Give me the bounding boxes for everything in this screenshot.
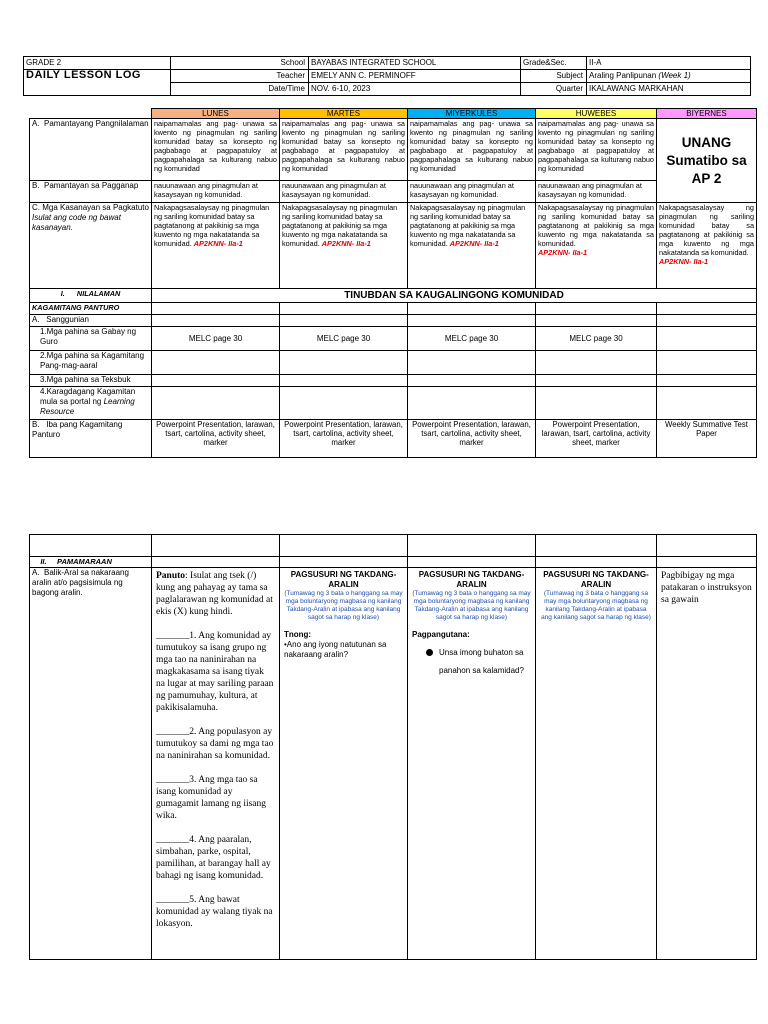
subject-week: (Week 1): [658, 71, 691, 80]
pagganap-huwebes: nauunawaan ang pinagmulan at kasaysayan ng komunidad.: [536, 181, 657, 203]
kasanayan-martes: Nakapagsasalaysay ng pinagmulan ng sariling komunidad batay sa pagtatanong at pakikinig sa mga kuwento ng mga nakatatanda sa komunidad. AP2KNN- IIa-1: [280, 203, 408, 289]
teacher-value: EMELY ANN C. PERMINOFF: [309, 70, 521, 83]
balik-aral-miyerkules: [408, 568, 536, 960]
document-title: DAILY LESSON LOG: [26, 69, 141, 81]
melc-martes: MELC page 30: [280, 327, 408, 351]
karagdagang-row: [30, 387, 757, 420]
teksbuk-row: [30, 375, 757, 387]
day-miyerkules: MIYERKULES: [408, 109, 536, 119]
kasanayan-miyerkules: Nakapagsasalaysay ng pinagmulan ng sariling komunidad batay sa pagtatanong at pakikinig sa mga kuwento ng mga nakatatanda sa komunidad. AP2KNN- IIa-1: [408, 203, 536, 289]
karagdagang-label: 4.Karagdagang Kagamitan mula sa portal ng Learning Resource: [30, 387, 152, 420]
iba-label: B. Iba pang Kagamitang Panturo: [30, 420, 152, 458]
kasanayan-sub: Isulat ang code ng bawat kasanayan.: [32, 213, 121, 232]
quiz-item-2: _______2. Ang populasyon ay tumutukoy sa dami ng mga tao na naninirahan sa komunidad.: [156, 727, 274, 761]
competency-code: AP2KNN- IIa-1: [449, 239, 499, 248]
pagganap-martes: nauunawaan ang pinagmulan at kasaysayan ng komunidad.: [280, 181, 408, 203]
day-lunes: LUNES: [152, 109, 280, 119]
date-value: NOV. 6-10, 2023: [309, 83, 521, 96]
kasanayan-row: [30, 203, 757, 289]
pagganap-lunes: nauunawaan ang pinagmulan at kasaysayan ng komunidad.: [152, 181, 280, 203]
melc-lunes: MELC page 30: [152, 327, 280, 351]
iba-miyerkules: Powerpoint Presentation, larawan, tsart, cartolina, activity sheet, marker: [408, 420, 536, 458]
competency-code: AP2KNN- IIa-1: [659, 257, 709, 266]
date-label: Date/Time: [171, 83, 309, 96]
pamamaraan-table: [29, 534, 757, 960]
pagsusuri-title: PAGSUSURI NG TAKDANG-ARALIN: [290, 570, 397, 589]
pamamaraan-label: II. PAMAMARAAN: [30, 557, 152, 568]
quarter-value: IKALAWANG MARKAHAN: [587, 83, 751, 96]
kasanayan-label: C. Mga Kasanayan sa Pagkatuto Isulat ang code ng bawat kasanayan.: [30, 203, 152, 289]
pangmag-label: 2.Mga pahina sa Kagamitang Pang-mag-aaral: [30, 351, 152, 375]
pagganap-miyerkules: nauunawaan ang pinagmulan at kasaysayan ng komunidad.: [408, 181, 536, 203]
teksbuk-label: 3.Mga pahina sa Teksbuk: [30, 375, 152, 387]
day-martes: MARTES: [280, 109, 408, 119]
tanong-text: •Ano ang iyong natutunan sa nakaraang aralin?: [284, 640, 387, 659]
panuto: Panuto: Isulat ang tsek (/) kung ang pahayag ay tama sa paglalarawan ng komunidad at ekis (X) kung hindi.: [156, 571, 273, 617]
day-biyernes: BIYERNES: [657, 109, 757, 119]
subject-cell: [587, 70, 751, 83]
pamamaraan-row: [30, 557, 757, 568]
nilalaman-text: TINUBDAN SA KAUGALINGONG KOMUNIDAD: [152, 289, 757, 303]
iba-lunes: Powerpoint Presentation, larawan, tsart, cartolina, activity sheet, marker: [152, 420, 280, 458]
lesson-table: [29, 108, 757, 458]
day-header-row: [30, 109, 757, 119]
kasanayan-huwebes: Nakapagsasalaysay ng pinagmulan ng sariling komunidad batay sa pagtatanong at pakikinig sa mga kuwento ng mga nakatatanda sa komunidad. AP2KNN- IIa-1: [536, 203, 657, 289]
pagsusuri-title: PAGSUSURI NG TAKDANG-ARALIN: [543, 570, 649, 589]
competency-code: AP2KNN- IIa-1: [321, 239, 371, 248]
grade-sec-value: II-A: [587, 57, 751, 70]
pamantayang-lunes: naipamamalas ang pag- unawa sa kwento ng pinagmulan ng sariling komunidad batay sa konsepto ng pagbabago at pagpapatuloy at pagpapahalaga sa kulturang nabuo ng komunidad: [152, 119, 280, 181]
balik-aral-martes: [280, 568, 408, 960]
quiz-item-4: _______4. Ang paaralan, simbahan, parke, ospital, pamilihan, at barangay hall ay bahagi ng isang komunidad.: [156, 835, 271, 881]
gabay-label: 1.Mga pahina sa Gabay ng Guro: [30, 327, 152, 351]
pagsusuri-title: PAGSUSURI NG TAKDANG-ARALIN: [418, 570, 525, 589]
pagpangutana-item: [412, 644, 531, 680]
nilalaman-label: I. NILALAMAN: [30, 289, 152, 303]
quiz-item-3: _______3. Ang mga tao sa isang komunidad ay gumagamit lamang ng iisang wika.: [156, 775, 267, 821]
pamantayang-miyerkules: naipamamalas ang pag- unawa sa kwento ng pinagmulan ng sariling komunidad batay sa konsepto ng pagbabago at pagpapatuloy at pagpapahalaga sa kulturang nabuo ng komunidad: [408, 119, 536, 181]
school-label: School: [171, 57, 309, 70]
quiz-item-5: _______5. Ang bawat komunidad ay walang tiyak na lokasyon.: [156, 895, 273, 929]
pamantayang-label: A. Pamantayang Pangnilalaman: [30, 119, 152, 181]
tanong-label: Tnong:: [284, 630, 312, 639]
pamantayang-row: [30, 119, 757, 181]
balik-aral-lunes: [152, 568, 280, 960]
pagpangutana-text: Unsa imong buhaton sa panahon sa kalamidad?: [439, 648, 524, 675]
pagpangutana-label: Pagpangutana:: [412, 630, 470, 639]
pagsusuri-note: (Tumawag ng 3 bata o hanggang sa may mga boluntaryong magbasa ng kanilang Takdang-Aralin at ipabasa ang kanilang sagot sa harap ng klase): [412, 590, 531, 621]
kagamitan-label: KAGAMITANG PANTURO: [30, 303, 152, 315]
pamantayang-huwebes: naipamamalas ang pag- unawa sa kwento ng pinagmulan ng sariling komunidad batay sa konsepto ng pagbabago at pagpapatuloy at pagpapahalaga sa kulturang nabuo ng komunidad: [536, 119, 657, 181]
pamantayang-martes: naipamamalas ang pag- unawa sa kwento ng pinagmulan ng sariling komunidad batay sa konsepto ng pagbabago at pagpapatuloy at pagpapahalaga sa kulturang nabuo ng komunidad: [280, 119, 408, 181]
school-value: BAYABAS INTEGRATED SCHOOL: [309, 57, 521, 70]
melc-miyerkules: MELC page 30: [408, 327, 536, 351]
grade-sec-label: Grade&Sec.: [521, 57, 587, 70]
friday-summative-title: UNANG Sumatibo sa AP 2: [657, 119, 757, 203]
day-huwebes: HUWEBES: [536, 109, 657, 119]
grade-label: GRADE 2: [26, 58, 62, 67]
grade-cell: [24, 57, 171, 70]
kagamitan-row: [30, 303, 757, 315]
sanggunian-label: A. Sanggunian: [30, 315, 152, 327]
bullet-icon: [426, 649, 433, 656]
subject-value: Araling Panlipunan: [589, 71, 657, 80]
iba-row: [30, 420, 757, 458]
iba-martes: Powerpoint Presentation, larawan, tsart, cartolina, activity sheet, marker: [280, 420, 408, 458]
balik-aral-huwebes: [536, 568, 657, 960]
subject-label: Subject: [521, 70, 587, 83]
pagsusuri-note: (Tumawag ng 3 bata o hanggang sa may mga boluntaryong magbasa ng kanilang Takdang-Aralin at ipabasa ang kanilang sagot sa harap ng klase): [284, 590, 403, 621]
kasanayan-lunes: Nakapagsasalaysay ng pinagmulan ng sariling komunidad batay sa pagtatanong at pakikinig sa mga kuwento ng mga nakatatanda sa komunidad. AP2KNN- IIa-1: [152, 203, 280, 289]
nilalaman-row: [30, 289, 757, 303]
competency-code: AP2KNN- IIa-1: [538, 248, 588, 257]
pagsusuri-note: (Tumawag ng 3 bata o hanggang sa may mga boluntaryong magbasa ng kanilang Takdang-Aralin at ipabasa ang kanilang sagot sa harap ng klase): [541, 590, 651, 621]
pagganap-row: [30, 181, 757, 203]
sanggunian-row: [30, 315, 757, 327]
balik-aral-biyernes: Pagbibigay ng mga patakaran o instruksyon sa gawain: [657, 568, 757, 960]
teacher-label: Teacher: [171, 70, 309, 83]
competency-code: AP2KNN- IIa-1: [193, 239, 243, 248]
gabay-row: [30, 327, 757, 351]
balik-aral-label: A. Balik-Aral sa nakaraang aralin at/o pagsisimula ng bagong aralin.: [30, 568, 152, 960]
iba-biyernes: Weekly Summative Test Paper: [657, 420, 757, 458]
quiz-item-1: _______1. Ang komunidad ay tumutukoy sa isang grupo ng mga tao na naninirahan na magkakasama sa isang tiyak na lugar at may sariling paraan ng pamumuhay, kultura, at pakikisalamuha.: [156, 631, 274, 713]
iba-huwebes: Powerpoint Presentation, larawan, tsart, cartolina, activity sheet, marker: [536, 420, 657, 458]
pangmag-row: [30, 351, 757, 375]
pagganap-label: B. Pamantayan sa Pagganap: [30, 181, 152, 203]
kasanayan-biyernes: Nakapagsasalaysay ng pinagmulan ng sariling komunidad batay sa pagtatanong at pakikinig sa mga kuwento ng mga nakatatanda sa komunidad. AP2KNN- IIa-1: [657, 203, 757, 289]
balik-aral-row: [30, 568, 757, 960]
header-table: [23, 56, 751, 96]
quarter-label: Quarter: [521, 83, 587, 96]
melc-huwebes: MELC page 30: [536, 327, 657, 351]
